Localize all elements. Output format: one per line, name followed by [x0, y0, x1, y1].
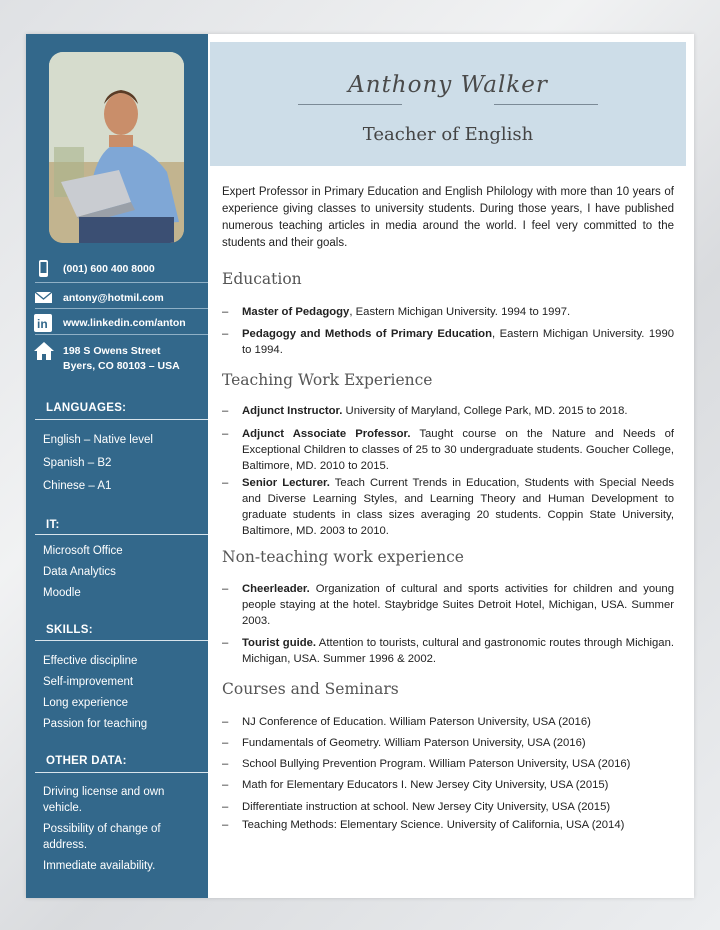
teaching-item	[222, 426, 674, 474]
language-item: Chinese – A1	[43, 480, 112, 492]
course-item-text: Fundamentals of Geometry. William Paterson University, USA (2016)	[242, 737, 586, 749]
person-name: Anthony Walker	[348, 72, 548, 98]
language-item: Spanish – B2	[43, 457, 112, 469]
email-text[interactable]: antony@hotmil.com	[63, 292, 164, 304]
bullet-dash: –	[222, 737, 229, 749]
it-heading: IT:	[46, 519, 60, 531]
bullet-dash: –	[222, 779, 229, 791]
skills-heading: SKILLS:	[46, 624, 93, 636]
nonteaching-item-title: Tourist guide.	[242, 637, 317, 649]
phone-icon	[34, 260, 54, 278]
name-rule-left	[298, 104, 402, 105]
other-data-item: Immediate availability.	[43, 860, 156, 872]
education-item-title: Master of Pedagogy	[242, 306, 350, 318]
it-rule	[35, 534, 208, 535]
skill-item: Effective discipline	[43, 655, 138, 667]
languages-rule	[35, 419, 208, 420]
teaching-item	[222, 475, 674, 539]
nonteaching-item-title: Cheerleader.	[242, 583, 310, 595]
bullet-dash: –	[222, 758, 229, 770]
nonteaching-item	[222, 635, 674, 667]
course-item	[222, 735, 674, 751]
teaching-item-title: Senior Lecturer.	[242, 477, 330, 489]
bullet-dash: –	[222, 328, 229, 340]
name-rule-right	[494, 104, 598, 105]
skill-item: Self-improvement	[43, 676, 134, 688]
course-item	[222, 817, 674, 833]
course-item-text: NJ Conference of Education. William Paterson University, USA (2016)	[242, 716, 591, 728]
education-item-text: , Eastern Michigan University. 1990 to 1994.	[242, 328, 675, 356]
course-item-text: School Bullying Prevention Program. William Paterson University, USA (2016)	[242, 758, 631, 770]
teaching-item-title: Adjunct Associate Professor.	[242, 428, 411, 440]
teaching-item-text: University of Maryland, College Park, MD. 2015 to 2018.	[342, 405, 628, 417]
education-item	[222, 304, 674, 320]
header-banner	[210, 42, 686, 166]
education-heading: Education	[222, 270, 302, 288]
other-data-item: Driving license and own vehicle.	[43, 786, 165, 814]
language-item: English – Native level	[43, 434, 153, 446]
nonteaching-heading: Non-teaching work experience	[222, 548, 464, 566]
skills-rule	[35, 640, 208, 641]
education-item-title: Pedagogy and Methods of Primary Education	[242, 328, 492, 340]
address-line1: 198 S Owens Street	[63, 345, 161, 357]
course-item	[222, 756, 674, 772]
linkedin-text[interactable]: www.linkedin.com/anton	[63, 317, 186, 329]
teaching-heading: Teaching Work Experience	[222, 371, 433, 389]
bullet-dash: –	[222, 306, 229, 318]
it-item: Data Analytics	[43, 566, 116, 578]
nonteaching-item	[222, 581, 674, 629]
teaching-item	[222, 403, 674, 419]
bullet-dash: –	[222, 428, 229, 440]
address-line2: Byers, CO 80103 – USA	[63, 360, 180, 372]
sidebar	[26, 34, 208, 898]
nonteaching-item-text: Attention to tourists, cultural and gastronomic routes through Michigan. Michigan, USA. Summer 1996 & 2002.	[242, 637, 675, 665]
it-item: Moodle	[43, 587, 81, 599]
course-item	[222, 714, 674, 730]
course-item	[222, 777, 674, 793]
languages-heading: LANGUAGES:	[46, 402, 127, 414]
teaching-item-title: Adjunct Instructor.	[242, 405, 343, 417]
course-item-text: Teaching Methods: Elementary Science. University of California, USA (2014)	[242, 819, 625, 831]
course-item-text: Differentiate instruction at school. New Jersey City University, USA (2015)	[242, 801, 611, 813]
bullet-dash: –	[222, 477, 229, 489]
bullet-dash: –	[222, 801, 229, 813]
intro-paragraph: Expert Professor in Primary Education and English Philology with more than 10 years of experience giving classes to university students. During those years, I have published numerous teaching articles in media around the world. I feel very committed to the students and their goals.	[222, 186, 674, 249]
education-item	[222, 326, 674, 358]
svg-text:in: in	[37, 317, 48, 331]
bullet-dash: –	[222, 716, 229, 728]
phone-text: (001) 600 400 8000	[63, 263, 155, 275]
contact-divider	[35, 334, 208, 335]
profile-photo	[49, 52, 184, 243]
bullet-dash: –	[222, 819, 229, 831]
teaching-item-text: Teach Current Trends in Education, Students with Special Needs and Diverse Learning Styles, and Learning Theory and Human Development to graduate students in class sizes averaging 20 students. Coppin State University, Baltimore, MD. 2003 to 2010.	[242, 477, 674, 537]
courses-heading: Courses and Seminars	[222, 680, 399, 698]
other-data-item: Possibility of change of address.	[43, 823, 161, 851]
skill-item: Passion for teaching	[43, 718, 148, 730]
course-item	[222, 799, 674, 815]
teaching-item-text: Taught course on the Nature and Needs of Exceptional Children to classes of 25 to 30 undergraduate students. Goucher College, Baltimore, MD. 2010 to 2015.	[242, 428, 675, 472]
bullet-dash: –	[222, 583, 229, 595]
nonteaching-item-text: Organization of cultural and sports activities for children and young people staying at the hotel. Staybridge Suites Detroit Hotel, Michigan, USA. Summer 2003.	[242, 583, 674, 627]
bullet-dash: –	[222, 637, 229, 649]
skill-item: Long experience	[43, 697, 129, 709]
other-data-heading: OTHER DATA:	[46, 755, 127, 767]
course-item-text: Math for Elementary Educators I. New Jersey City University, USA (2015)	[242, 779, 609, 791]
education-item-text: , Eastern Michigan University. 1994 to 1997.	[349, 306, 571, 318]
bullet-dash: –	[222, 405, 229, 417]
email-icon	[34, 289, 54, 307]
it-item: Microsoft Office	[43, 545, 123, 557]
linkedin-icon	[34, 314, 54, 332]
contact-divider	[35, 282, 208, 283]
job-title: Teacher of English	[362, 124, 534, 145]
contact-divider	[35, 308, 208, 309]
home-icon	[34, 342, 54, 360]
other-data-rule	[35, 772, 208, 773]
resume-page	[26, 34, 694, 898]
